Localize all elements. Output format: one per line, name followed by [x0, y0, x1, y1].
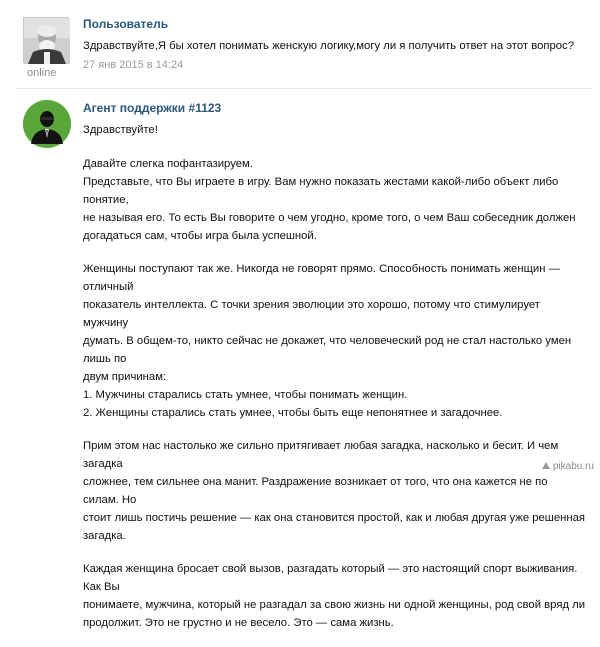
- paragraph-line: загадка.: [83, 530, 126, 542]
- paragraph-line: думать. В общем-то, никто сейчас не докажет, что человеческий род не стал настолько умен лишь по: [83, 335, 572, 365]
- user-message-text: Здравствуйте,Я бы хотел понимать женскую логику,могу ли я получить ответ на этот вопрос?: [83, 40, 574, 52]
- paragraph-line: продолжит. Это не грустно и не весело. Это — сама жизнь.: [83, 617, 394, 629]
- paragraph-line: понимаете, мужчина, который не разгадал за свою жизнь ни одной женщины, род свой вряд ли: [83, 599, 586, 611]
- agent-paragraph: [83, 437, 586, 545]
- paragraph-line: не называя его. То есть Вы говорите о чем угодно, кроме того, о чем Ваш собеседник должен: [83, 212, 576, 224]
- paragraph-line: Прим этом нас настолько же сильно притягивает любая загадка, насколько и бесит. И чем загадка: [83, 440, 559, 470]
- paragraph-line: показатель интеллекта. С точки зрения эволюции это хорошо, потому что стимулирует мужчину: [83, 299, 540, 329]
- online-status: online: [27, 67, 57, 79]
- pikabu-watermark: [541, 461, 594, 473]
- paragraph-line: сложнее, тем сильнее она манит. Раздражение возникает от того, что она кажется не по силам. Но: [83, 476, 548, 506]
- user-message: [0, 0, 600, 88]
- paragraph-line: двум причинам:: [83, 371, 167, 383]
- user-avatar[interactable]: [23, 17, 69, 63]
- paragraph-line: догадаться сам, чтобы игра была успешной.: [83, 230, 317, 242]
- agent-message-body: [83, 100, 586, 647]
- agent-paragraph: [83, 260, 586, 422]
- paragraph-line: Женщины поступают так же. Никогда не говорят прямо. Способность понимать женщин — отличный: [83, 263, 560, 293]
- paragraph-line: Давайте слегка пофантазируем.: [83, 158, 253, 170]
- agent-greeting: Здравствуйте!: [83, 124, 158, 136]
- message-divider: [16, 88, 592, 89]
- message-date[interactable]: 27 янв 2015 в 14:24: [83, 59, 184, 71]
- paragraph-line: Каждая женщина бросает свой вызов, разгадать который — это настоящий спорт выживания. Как Вы: [83, 563, 578, 593]
- agent-message: [0, 90, 600, 629]
- agent-author-link[interactable]: Агент поддержки #1123: [83, 101, 222, 115]
- paragraph-line: 2. Женщины старались стать умнее, чтобы быть еще непонятнее и загадочнее.: [83, 407, 503, 419]
- agent-avatar[interactable]: [23, 100, 71, 148]
- agent-paragraph: [83, 155, 586, 245]
- user-author-link[interactable]: Пользователь: [83, 17, 169, 31]
- watermark-text: pikabu.ru: [552, 461, 594, 472]
- user-avatar-photo-icon: [24, 18, 70, 64]
- paragraph-line: стоит лишь постичь решение — как она становится простой, как и любая другая уже решенная: [83, 512, 586, 524]
- paragraph-line: 1. Мужчины старались стать умнее, чтобы понимать женщин.: [83, 389, 408, 401]
- agent-paragraph: [83, 560, 586, 632]
- agent-silhouette-avatar-icon: [23, 100, 71, 148]
- pikabu-logo-icon: [541, 461, 551, 470]
- user-message-body: [83, 16, 586, 72]
- paragraph-line: Представьте, что Вы играете в игру. Вам нужно показать жестами какой-либо объект либо понятие,: [83, 176, 559, 206]
